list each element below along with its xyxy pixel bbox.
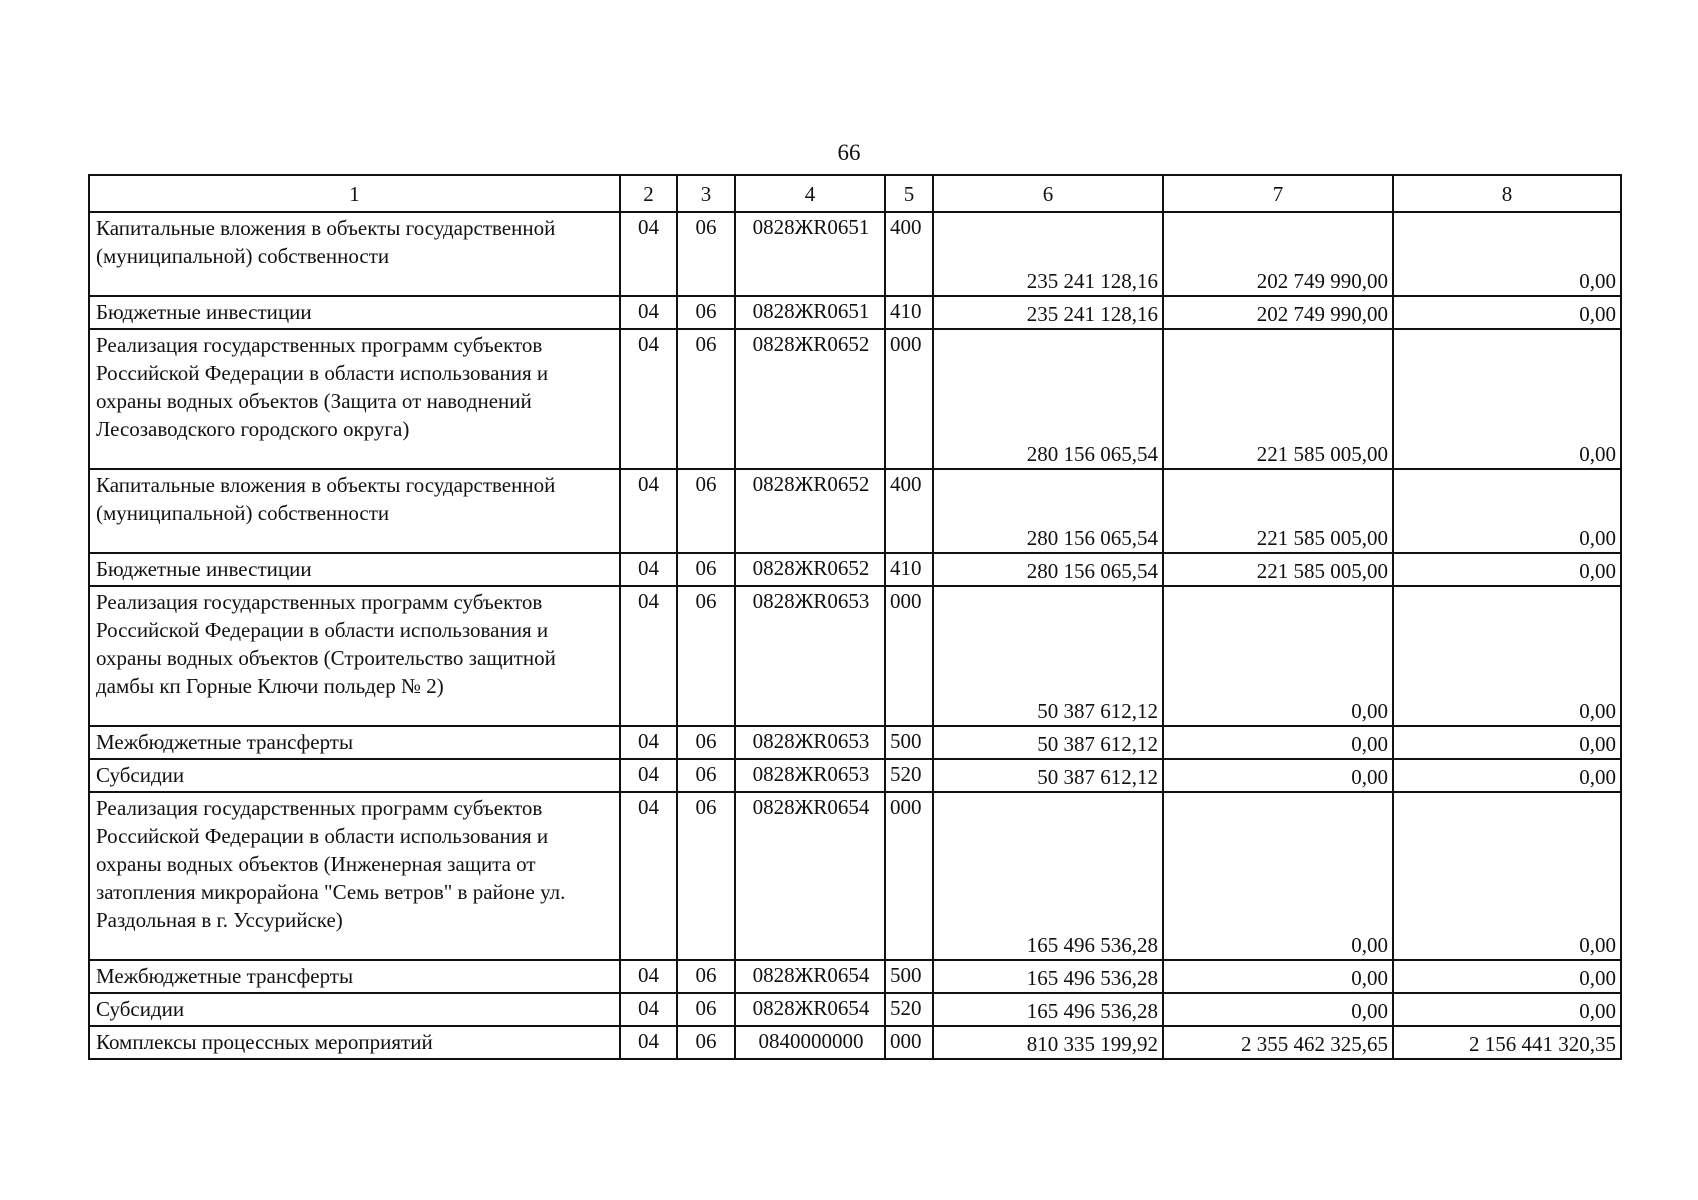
row-amount-col8: 0,00 — [1393, 329, 1621, 469]
row-name: Субсидии — [89, 993, 620, 1026]
table-row — [89, 212, 1621, 296]
row-section-code: 04 — [620, 792, 677, 960]
row-amount-col6: 50 387 612,12 — [933, 586, 1163, 726]
row-amount-col8: 0,00 — [1393, 792, 1621, 960]
table-row — [89, 586, 1621, 726]
row-subsection-code: 06 — [677, 553, 735, 586]
row-section-code: 04 — [620, 960, 677, 993]
row-amount-col7: 0,00 — [1163, 792, 1393, 960]
row-amount-col7: 0,00 — [1163, 759, 1393, 792]
row-subsection-code: 06 — [677, 212, 735, 296]
row-amount-col6: 235 241 128,16 — [933, 296, 1163, 329]
row-target-code: 0828ЖR0652 — [735, 329, 885, 469]
row-amount-col6: 165 496 536,28 — [933, 960, 1163, 993]
row-type-code: 400 — [885, 469, 933, 553]
row-subsection-code: 06 — [677, 993, 735, 1026]
row-section-code: 04 — [620, 993, 677, 1026]
row-subsection-code: 06 — [677, 329, 735, 469]
row-amount-col6: 280 156 065,54 — [933, 329, 1163, 469]
column-header: 7 — [1163, 175, 1393, 212]
row-amount-col7: 0,00 — [1163, 960, 1393, 993]
table-row — [89, 296, 1621, 329]
row-type-code: 500 — [885, 726, 933, 759]
row-amount-col6: 50 387 612,12 — [933, 759, 1163, 792]
row-name: Межбюджетные трансферты — [89, 726, 620, 759]
header-row — [89, 175, 1621, 212]
row-subsection-code: 06 — [677, 726, 735, 759]
row-section-code: 04 — [620, 759, 677, 792]
row-amount-col8: 0,00 — [1393, 759, 1621, 792]
row-section-code: 04 — [620, 469, 677, 553]
row-section-code: 04 — [620, 1026, 677, 1059]
row-target-code: 0828ЖR0651 — [735, 212, 885, 296]
row-type-code: 410 — [885, 296, 933, 329]
row-amount-col7: 0,00 — [1163, 586, 1393, 726]
row-subsection-code: 06 — [677, 469, 735, 553]
row-subsection-code: 06 — [677, 1026, 735, 1059]
row-section-code: 04 — [620, 296, 677, 329]
row-name: Бюджетные инвестиции — [89, 296, 620, 329]
row-target-code: 0828ЖR0653 — [735, 759, 885, 792]
row-amount-col7: 221 585 005,00 — [1163, 469, 1393, 553]
row-target-code: 0828ЖR0652 — [735, 553, 885, 586]
row-type-code: 000 — [885, 1026, 933, 1059]
table-row — [89, 1026, 1621, 1059]
row-subsection-code: 06 — [677, 792, 735, 960]
row-amount-col8: 0,00 — [1393, 469, 1621, 553]
row-amount-col7: 221 585 005,00 — [1163, 553, 1393, 586]
row-amount-col6: 280 156 065,54 — [933, 553, 1163, 586]
column-header: 5 — [885, 175, 933, 212]
row-section-code: 04 — [620, 212, 677, 296]
column-header: 4 — [735, 175, 885, 212]
row-amount-col8: 0,00 — [1393, 960, 1621, 993]
row-type-code: 500 — [885, 960, 933, 993]
row-amount-col7: 0,00 — [1163, 993, 1393, 1026]
row-amount-col7: 0,00 — [1163, 726, 1393, 759]
row-target-code: 0828ЖR0653 — [735, 726, 885, 759]
row-amount-col6: 50 387 612,12 — [933, 726, 1163, 759]
row-section-code: 04 — [620, 553, 677, 586]
row-amount-col7: 221 585 005,00 — [1163, 329, 1393, 469]
row-target-code: 0828ЖR0654 — [735, 993, 885, 1026]
table-row — [89, 469, 1621, 553]
row-amount-col8: 0,00 — [1393, 212, 1621, 296]
row-name: Реализация государственных программ субъектов Российской Федерации в области использования и охраны водных объектов (Строительство защитной дамбы кп Горные Ключи польдер № 2) — [89, 586, 620, 726]
row-target-code: 0828ЖR0654 — [735, 792, 885, 960]
row-name: Межбюджетные трансферты — [89, 960, 620, 993]
table-row — [89, 553, 1621, 586]
row-name: Реализация государственных программ субъектов Российской Федерации в области использования и охраны водных объектов (Защита от наводнений Лесозаводского городского округа) — [89, 329, 620, 469]
row-type-code: 520 — [885, 993, 933, 1026]
table-row — [89, 792, 1621, 960]
budget-table — [88, 174, 1622, 1060]
row-amount-col8: 0,00 — [1393, 726, 1621, 759]
row-amount-col6: 165 496 536,28 — [933, 792, 1163, 960]
row-section-code: 04 — [620, 586, 677, 726]
row-amount-col6: 810 335 199,92 — [933, 1026, 1163, 1059]
column-header: 1 — [89, 175, 620, 212]
table-row — [89, 993, 1621, 1026]
table-row — [89, 960, 1621, 993]
table-row — [89, 329, 1621, 469]
column-header: 8 — [1393, 175, 1621, 212]
row-type-code: 000 — [885, 792, 933, 960]
row-amount-col7: 202 749 990,00 — [1163, 212, 1393, 296]
row-amount-col8: 0,00 — [1393, 993, 1621, 1026]
row-target-code: 0828ЖR0654 — [735, 960, 885, 993]
row-type-code: 400 — [885, 212, 933, 296]
row-amount-col8: 0,00 — [1393, 553, 1621, 586]
row-name: Капитальные вложения в объекты государственной (муниципальной) собственности — [89, 469, 620, 553]
row-section-code: 04 — [620, 329, 677, 469]
column-header: 6 — [933, 175, 1163, 212]
row-type-code: 520 — [885, 759, 933, 792]
row-amount-col8: 2 156 441 320,35 — [1393, 1026, 1621, 1059]
row-name: Реализация государственных программ субъектов Российской Федерации в области использования и охраны водных объектов (Инженерная защита от затопления микрорайона "Семь ветров" в районе ул. Раздольная в г. Уссурийске) — [89, 792, 620, 960]
row-subsection-code: 06 — [677, 296, 735, 329]
row-target-code: 0828ЖR0653 — [735, 586, 885, 726]
row-type-code: 000 — [885, 329, 933, 469]
row-amount-col8: 0,00 — [1393, 586, 1621, 726]
row-amount-col7: 202 749 990,00 — [1163, 296, 1393, 329]
row-name: Комплексы процессных мероприятий — [89, 1026, 620, 1059]
row-amount-col7: 2 355 462 325,65 — [1163, 1026, 1393, 1059]
row-amount-col6: 165 496 536,28 — [933, 993, 1163, 1026]
column-header: 2 — [620, 175, 677, 212]
row-target-code: 0840000000 — [735, 1026, 885, 1059]
row-name: Субсидии — [89, 759, 620, 792]
row-subsection-code: 06 — [677, 586, 735, 726]
row-type-code: 000 — [885, 586, 933, 726]
table-row — [89, 726, 1621, 759]
row-target-code: 0828ЖR0652 — [735, 469, 885, 553]
row-name: Капитальные вложения в объекты государственной (муниципальной) собственности — [89, 212, 620, 296]
row-section-code: 04 — [620, 726, 677, 759]
row-amount-col6: 280 156 065,54 — [933, 469, 1163, 553]
row-type-code: 410 — [885, 553, 933, 586]
row-target-code: 0828ЖR0651 — [735, 296, 885, 329]
page-number: 66 — [837, 140, 861, 165]
column-header: 3 — [677, 175, 735, 212]
row-name: Бюджетные инвестиции — [89, 553, 620, 586]
row-subsection-code: 06 — [677, 759, 735, 792]
table-row — [89, 759, 1621, 792]
row-subsection-code: 06 — [677, 960, 735, 993]
row-amount-col8: 0,00 — [1393, 296, 1621, 329]
row-amount-col6: 235 241 128,16 — [933, 212, 1163, 296]
